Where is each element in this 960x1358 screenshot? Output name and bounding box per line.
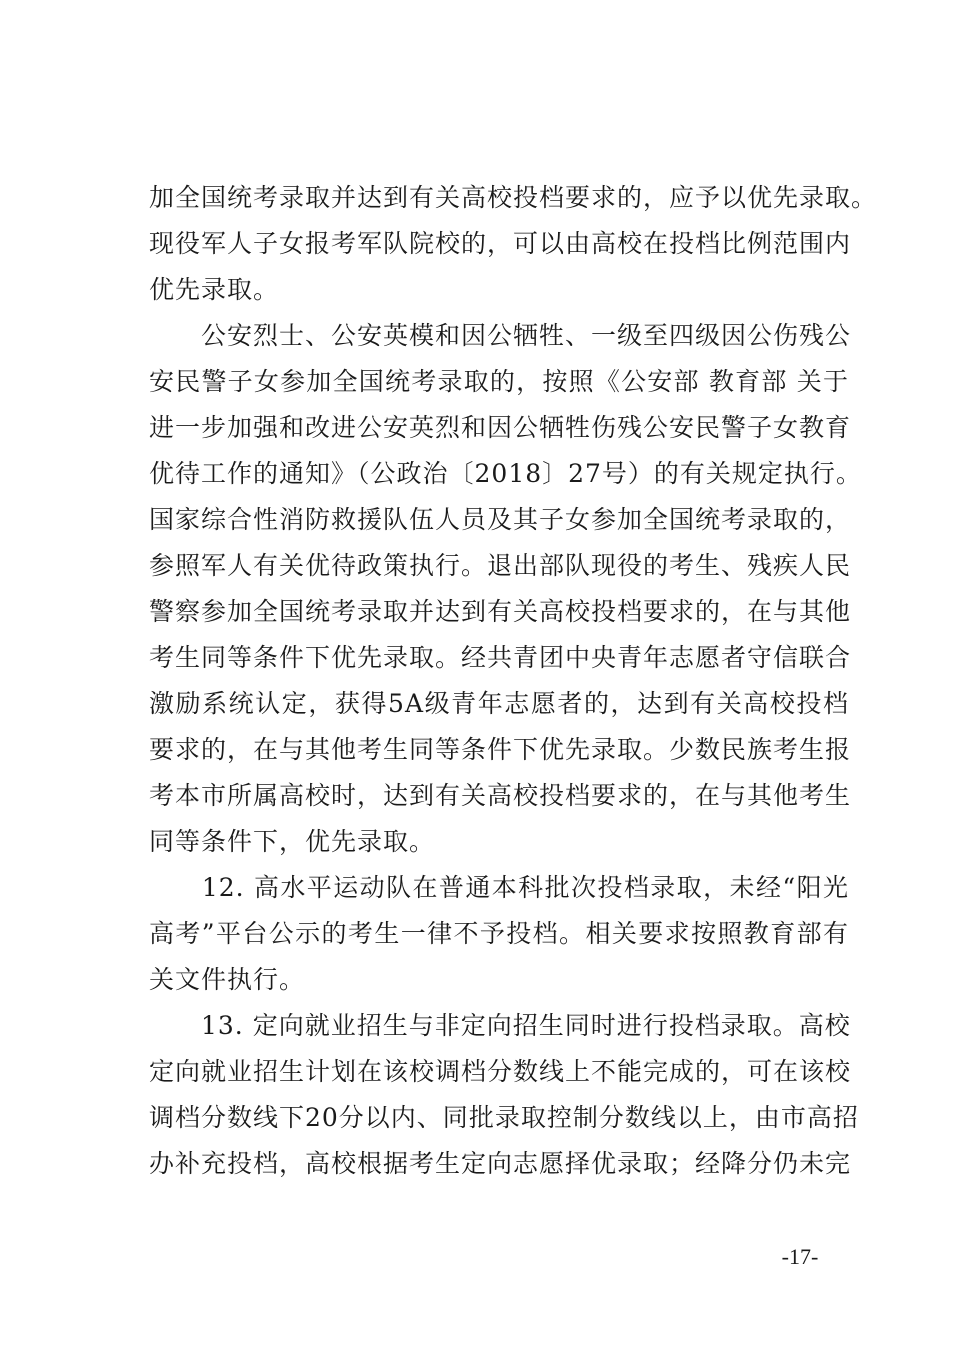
body-text-line: 警察参加全国统考录取并达到有关高校投档要求的，在与其他	[149, 597, 852, 626]
page-number: -17-	[781, 1244, 819, 1269]
body-text-line: 激励系统认定，获得5A级青年志愿者的，达到有关高校投档	[149, 689, 849, 718]
body-text-line: 进一步加强和改进公安英烈和因公牺牲伤残公安民警子女教育	[149, 413, 852, 442]
body-text-line: 定向就业招生计划在该校调档分数线上不能完成的，可在该校	[149, 1057, 852, 1086]
body-text-line: 考生同等条件下优先录取。经共青团中央青年志愿者守信联合	[149, 643, 852, 672]
body-text-line: 关文件执行。	[149, 965, 306, 994]
body-text-line: 公安烈士、公安英模和因公牺牲、一级至四级因公伤残公	[149, 321, 852, 350]
body-text-line: 优先录取。	[149, 275, 280, 304]
body-text-line: 要求的，在与其他考生同等条件下优先录取。少数民族考生报	[149, 735, 852, 764]
body-text-line: 国家综合性消防救援队伍人员及其子女参加全国统考录取的，	[149, 505, 852, 534]
body-text-line: 同等条件下，优先录取。	[149, 827, 436, 856]
body-text-line: 12. 高水平运动队在普通本科批次投档录取，未经“阳光	[149, 873, 849, 902]
body-text-line: 参照军人有关优待政策执行。退出部队现役的考生、残疾人民	[149, 551, 852, 580]
body-text-line: 加全国统考录取并达到有关高校投档要求的，应予以优先录取。	[149, 183, 878, 212]
body-text-line: 现役军人子女报考军队院校的，可以由高校在投档比例范围内	[149, 229, 852, 258]
body-text-line: 办补充投档，高校根据考生定向志愿择优录取；经降分仍未完	[149, 1149, 852, 1178]
body-text-line: 调档分数线下20分以内、同批录取控制分数线以上，由市高招	[149, 1103, 859, 1132]
body-text-line: 13. 定向就业招生与非定向招生同时进行投档录取。高校	[149, 1011, 851, 1040]
body-text-line: 安民警子女参加全国统考录取的，按照《公安部 教育部 关于	[149, 367, 849, 396]
body-text-line: 高考”平台公示的考生一律不予投档。相关要求按照教育部有	[149, 919, 849, 948]
body-text-line: 优待工作的通知》（公政治〔2018〕27号）的有关规定执行。	[149, 459, 862, 488]
body-text-line: 考本市所属高校时，达到有关高校投档要求的，在与其他考生	[149, 781, 852, 810]
